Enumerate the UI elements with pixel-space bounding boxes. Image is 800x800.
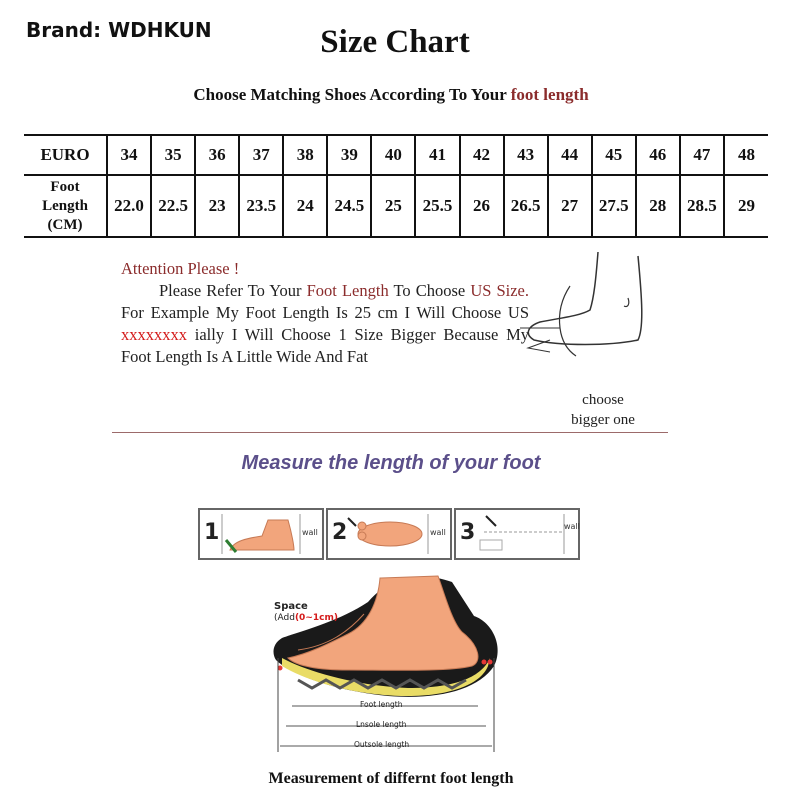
foot-length-cell: 26.5 xyxy=(504,175,548,237)
step-number: 3 xyxy=(460,520,476,545)
step-1-panel xyxy=(198,508,324,560)
foot-length-cell: 23 xyxy=(195,175,239,237)
size-table xyxy=(24,134,768,238)
euro-size-cell: 39 xyxy=(327,135,371,175)
foot-length-cell: 25.5 xyxy=(415,175,459,237)
measure-title: Measure the length of your foot xyxy=(241,452,541,474)
euro-size-cell: 36 xyxy=(195,135,239,175)
foot-length-cell: 28.5 xyxy=(680,175,724,237)
euro-size-cell: 35 xyxy=(151,135,195,175)
step-number: 1 xyxy=(204,520,220,545)
attention-heading: Attention Please ! xyxy=(121,259,240,278)
foot-sketch-illustration xyxy=(520,248,650,378)
length-row xyxy=(24,175,768,237)
length-header-line: (CM) xyxy=(47,216,83,233)
step-2-panel xyxy=(326,508,452,560)
foot-length-cell: 27 xyxy=(548,175,592,237)
page-title: Size Chart xyxy=(320,24,470,60)
shoe-diagram xyxy=(268,562,508,762)
euro-size-cell: 41 xyxy=(415,135,459,175)
outsole-length-label: Outsole length xyxy=(354,740,410,749)
space-add: (Add xyxy=(274,613,295,623)
subtitle-highlight: foot length xyxy=(510,85,589,104)
length-header-line: Length xyxy=(42,197,88,214)
page-subtitle xyxy=(0,85,782,105)
foot-length-cell: 22.0 xyxy=(107,175,151,237)
attention-text xyxy=(121,280,529,368)
foot-length-cell: 29 xyxy=(724,175,768,237)
foot-length-cell: 24.5 xyxy=(327,175,371,237)
euro-size-cell: 43 xyxy=(504,135,548,175)
notice-text: For Example My Foot Length Is 25 cm I Will Choose US xyxy=(121,303,529,322)
wall-label: wall xyxy=(564,522,580,531)
euro-size-cell: 40 xyxy=(371,135,415,175)
foot-length-cell: 27.5 xyxy=(592,175,636,237)
choose-bigger-line: bigger one xyxy=(571,412,635,428)
notice-redacted: xxxxxxxx xyxy=(121,325,187,344)
foot-length-cell: 24 xyxy=(283,175,327,237)
euro-size-cell: 42 xyxy=(460,135,504,175)
brand-label: Brand: WDHKUN xyxy=(26,18,212,42)
space-label: Space xyxy=(274,601,308,612)
diagram-caption: Measurement of differnt foot length xyxy=(268,770,514,787)
foot-length-cell: 23.5 xyxy=(239,175,283,237)
euro-size-cell: 45 xyxy=(592,135,636,175)
wall-label: wall xyxy=(302,528,318,537)
notice-highlight: US Size. xyxy=(470,281,530,300)
foot-length-label: Foot length xyxy=(360,700,403,709)
length-header-line: Foot xyxy=(50,178,80,195)
euro-size-cell: 48 xyxy=(724,135,768,175)
notice-text: ially I Will Choose 1 Size Bigger Because My Foot Length Is A Little Wide And Fat xyxy=(121,325,529,366)
euro-size-cell: 37 xyxy=(239,135,283,175)
euro-size-cell: 47 xyxy=(680,135,724,175)
euro-size-cell: 44 xyxy=(548,135,592,175)
foot-length-cell: 22.5 xyxy=(151,175,195,237)
euro-row xyxy=(24,135,768,175)
wall-label: wall xyxy=(430,528,446,537)
section-divider xyxy=(112,432,668,433)
step-3-ruler-icon xyxy=(456,510,582,558)
notice-text: Please Refer To Your xyxy=(159,281,307,300)
attention-notice xyxy=(121,258,529,368)
foot-length-cell: 28 xyxy=(636,175,680,237)
foot-length-cell: 25 xyxy=(371,175,415,237)
insole-length-label: Lnsole length xyxy=(356,720,407,729)
step-number: 2 xyxy=(332,520,348,545)
space-range xyxy=(274,613,338,623)
step-3-panel xyxy=(454,508,580,560)
euro-size-cell: 34 xyxy=(107,135,151,175)
choose-bigger-line: choose xyxy=(582,392,624,408)
euro-size-cell: 38 xyxy=(283,135,327,175)
euro-size-cell: 46 xyxy=(636,135,680,175)
choose-bigger-note xyxy=(560,390,646,430)
space-value: (0~1cm) xyxy=(294,613,338,623)
foot-length-cell: 26 xyxy=(460,175,504,237)
euro-header: EURO xyxy=(24,135,107,175)
notice-text: To Choose xyxy=(388,281,471,300)
subtitle-text: Choose Matching Shoes According To Your xyxy=(193,85,511,104)
length-header xyxy=(24,175,107,237)
notice-highlight: Foot Length xyxy=(306,281,389,300)
